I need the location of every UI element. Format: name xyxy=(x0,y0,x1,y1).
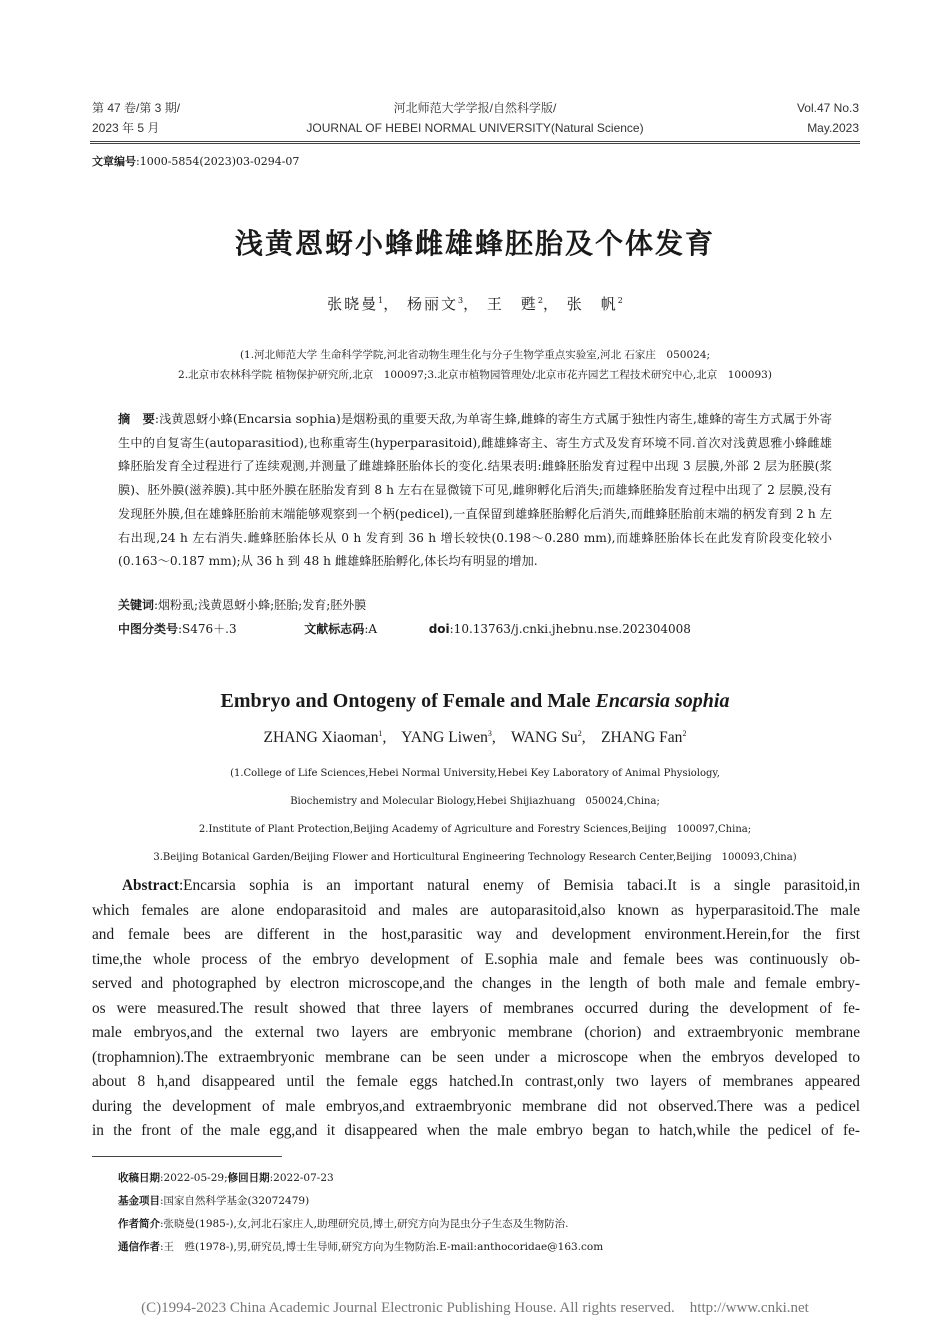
abstract-en-line: os were measured.The result showed that three layers of membranes occurred during the development of fe- xyxy=(92,999,860,1017)
footnotes xyxy=(118,1167,603,1259)
doc-code-label: 文献标志码 xyxy=(304,622,365,636)
abstract-en-label: Abstract xyxy=(122,877,179,894)
corresponding-label: 通信作者 xyxy=(118,1241,160,1253)
header-volume-en xyxy=(797,98,859,138)
footnote-author-bio xyxy=(118,1213,603,1236)
title-en xyxy=(0,690,950,713)
doi-value: :10.13763/j.cnki.jhebnu.nse.202304008 xyxy=(449,622,691,636)
doi-label: doi xyxy=(428,622,450,636)
title-en-main: Embryo and Ontogeny of Female and Male xyxy=(220,690,596,712)
affiliation-line: 2.北京市农林科学院 植物保护研究所,北京 100097;3.北京市植物园管理处/北京市花卉园艺工程技术研究中心,北京 100093) xyxy=(178,369,772,381)
abstract-en-line: during the development of male embryos,and extraembryonic membrane did not observed.There was a pedicel xyxy=(92,1097,860,1115)
header-volume: 第 47 卷/第 3 期/ xyxy=(92,101,181,115)
header-rule xyxy=(90,141,860,142)
fund-value: :国家自然科学基金(32072479) xyxy=(160,1195,310,1207)
affiliation-en-line: 3.Beijing Botanical Garden/Beijing Flower and Horticultural Engineering Technology Research Center,Beijing 100093,China) xyxy=(153,852,797,863)
author-sup: 1 xyxy=(378,729,383,738)
header-vol-no: Vol.47 No.3 xyxy=(796,101,859,115)
doc-code-value: :A xyxy=(364,622,378,636)
affiliation-en-line: 2.Institute of Plant Protection,Beijing Academy of Agriculture and Forestry Sciences,Beijing 100097,China; xyxy=(198,824,752,835)
revised-label: 修回日期 xyxy=(227,1172,270,1184)
journal-name-en: JOURNAL OF HEBEI NORMAL UNIVERSITY(Natural Science) xyxy=(306,121,644,135)
author-sup: 3 xyxy=(487,729,492,738)
abstract-en xyxy=(92,874,860,1144)
clc-label: 中图分类号 xyxy=(118,622,179,636)
authors-cn: 张晓曼$^1$， 杨丽文$^3$， 王 甦$^2$， 张 帆$^2$ xyxy=(327,295,623,313)
fund-label: 基金项目 xyxy=(118,1195,160,1207)
author-cn: 杨丽文 xyxy=(407,295,459,313)
author-sup: 2 xyxy=(537,296,543,305)
author-cn: 王 甦 xyxy=(486,295,538,313)
article-number-label: 文章编号 xyxy=(92,155,136,168)
author-en: ZHANG Xiaoman xyxy=(263,729,379,747)
abstract-en-line: :Encarsia sophia is an important natural enemy of Bemisia tabaci.It is a single parasitoid,in xyxy=(178,877,860,894)
title-cn: 浅黄恩蚜小蜂雌雄蜂胚胎及个体发育 xyxy=(234,227,715,260)
affiliation-en-line: Biochemistry and Molecular Biology,Hebei Shijiazhuang 050024,China; xyxy=(290,796,660,807)
author-cn: 张晓曼 xyxy=(327,295,379,313)
affiliation-line: (1.河北师范大学 生命科学学院,河北省动物生理生化与分子生物学重点实验室,河北 石家庄 050024; xyxy=(239,349,711,361)
abstract-en-line: served and photographed by electron microscope,and the changes in the length of both male and female embry- xyxy=(92,975,860,992)
abstract-cn-text: :浅黄恩蚜小蜂(Encarsia sophia)是烟粉虱的重要天敌,为单寄生蜂,雌蜂的寄生方式属于独性内寄生,雄蜂的寄生方式属于外寄生中的自复寄生(autoparasitiod),也称重寄生(hyperparasitoid),雌雄蜂寄主、寄生方式及发育环境不同.首次对浅黄恩雅小蜂雌雄蜂胚胎发育全过程进行了连续观测,并测量了雌雄蜂胚胎体长的变化.结果表明:雌蜂胚胎发育过程中出现 3 层膜,外部 2 层为胚膜(浆膜)、胚外膜(滋养膜).其中胚外膜在胚胎发育到 8 h 左右在显微镜下可见,雌卵孵化后消失;而雄蜂胚胎发育过程中出现了 2 层膜,没有发现胚外膜,但在雄蜂胚胎前末端能够观察到一个柄(pedicel),一直保留到雄蜂胚胎孵化后消失,而雌蜂胚胎前末端的柄发育到 2 h 左右出现,24 h 左右消失.雌蜂胚胎体长从 0 h 发育到 36 h 增长较快(0.198～0.280 mm),而雄蜂胚胎体长在此发育阶段变化较小(0.163～0.187 mm);从 36 h 到 48 h 雌雄蜂胚胎孵化,体长均有明显的增加. xyxy=(118,412,832,569)
footnote-rule xyxy=(92,1156,282,1157)
footnote-dates xyxy=(118,1167,603,1190)
author-en: ZHANG Fan xyxy=(601,729,683,747)
header-date-cn: 2023 年 5 月 xyxy=(92,121,160,135)
abstract-en-line: which females are alone endoparasitoid and males are autoparasitoid,also known as hyperparasitoid.The male xyxy=(92,901,860,919)
bio-value: :张晓曼(1985-),女,河北石家庄人,助理研究员,博士,研究方向为昆虫分子生态及生物防治. xyxy=(160,1218,569,1230)
affiliations-en xyxy=(0,760,950,872)
abstract-en-line: and female bees are different in the host,parasitic way and development environment.Herein,for the first xyxy=(92,926,860,943)
author-sup: 2 xyxy=(617,296,623,305)
keywords-cn xyxy=(118,596,366,613)
footnote-corresponding xyxy=(118,1236,603,1259)
abstract-en-line: about 8 h,and disappeared until the female eggs hatched.In contrast,only two layers of membranes appeared xyxy=(92,1073,860,1090)
received-value: :2022-05-29; xyxy=(160,1172,228,1184)
affiliation-en-line: (1.College of Life Sciences,Hebei Normal University,Hebei Key Laboratory of Animal Physiology, xyxy=(230,768,720,779)
journal-name-cn: 河北师范大学学报/自然科学版/ xyxy=(393,101,557,115)
author-en: YANG Liwen xyxy=(401,729,488,747)
abstract-en-line: time,the whole process of the embryo development of E.sophia male and female bees was continuously ob- xyxy=(92,950,860,968)
abstract-cn xyxy=(118,408,832,574)
footnote-fund xyxy=(118,1190,603,1213)
author-sup: 1 xyxy=(378,296,384,305)
title-en-species: Encarsia sophia xyxy=(595,690,730,712)
author-en: WANG Su xyxy=(510,729,578,747)
header-rule-2 xyxy=(90,143,860,144)
keywords-value: :烟粉虱;浅黄恩蚜小蜂;胚胎;发育;胚外膜 xyxy=(154,598,367,612)
author-cn: 张 帆 xyxy=(566,295,618,313)
clc-value: :S476＋.3 xyxy=(178,622,237,636)
bio-label: 作者简介 xyxy=(118,1218,160,1230)
header-date-en: May.2023 xyxy=(807,121,859,135)
author-sup: 3 xyxy=(458,296,464,305)
affiliations-cn xyxy=(0,345,950,385)
classification-line xyxy=(118,620,832,637)
received-label: 收稿日期 xyxy=(118,1172,160,1184)
authors-en: ZHANG Xiaoman$^1$, YANG Liwen$^3$, WANG Su$^2$, ZHANG Fan$^2$ xyxy=(263,729,687,747)
keywords-label: 关键词 xyxy=(118,598,155,612)
article-number xyxy=(92,153,299,169)
author-sup: 2 xyxy=(577,729,582,738)
author-sup: 2 xyxy=(682,729,687,738)
article-number-value: :1000-5854(2023)03-0294-07 xyxy=(136,155,300,168)
corresponding-value: :王 甦(1978-),男,研究员,博士生导师,研究方向为生物防治.E-mail:anthocoridae@163.com xyxy=(160,1241,604,1253)
abstract-en-line: (trophamnion).The extraembryonic membrane can be seen under a microscope when the embryos developed to xyxy=(92,1048,860,1066)
copyright-notice: (C)1994-2023 China Academic Journal Electronic Publishing House. All rights reserved. http://www.cnki.net xyxy=(141,1300,809,1316)
abstract-en-line: in the front of the male egg,and it disappeared when the male embryo began to hatch,while the pedicel of fe- xyxy=(92,1122,860,1139)
revised-value: :2022-07-23 xyxy=(269,1172,334,1184)
abstract-cn-label: 摘 要 xyxy=(118,412,155,426)
abstract-en-line: male embryos,and the external two layers are embryonic membrane (chorion) and extraembryonic membrane xyxy=(92,1024,860,1041)
